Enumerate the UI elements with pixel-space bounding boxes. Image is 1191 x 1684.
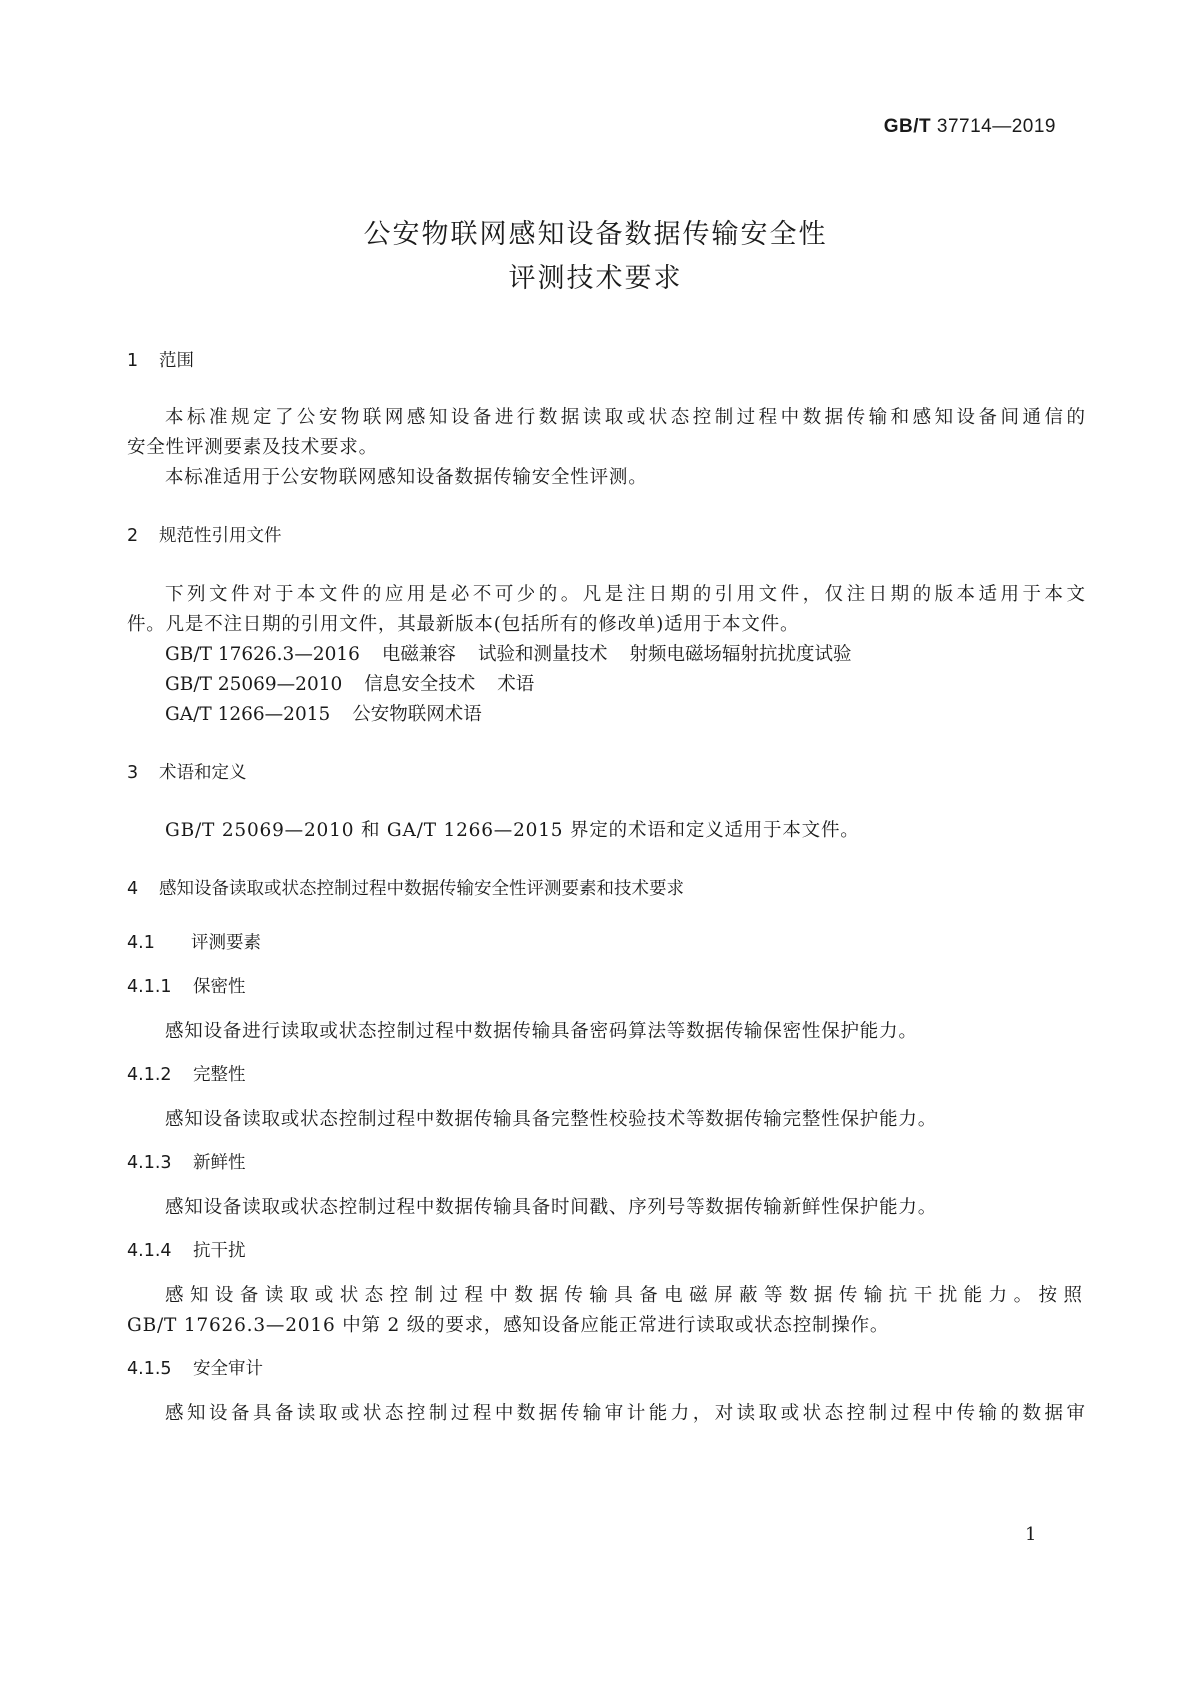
reference-item: [165, 670, 534, 696]
subsection-number: 4.1.3: [127, 1153, 172, 1173]
subsection-4-1-4-heading: [127, 1237, 246, 1262]
sec4-1-3-para: 感知设备读取或状态控制过程中数据传输具备时间戳、序列号等数据传输新鲜性保护能力。: [165, 1197, 938, 1218]
section-title: 范围: [159, 351, 194, 371]
section-2-heading: [127, 522, 282, 547]
subsection-title: 安全审计: [193, 1359, 263, 1379]
document-title-line1: 公安物联网感知设备数据传输安全性: [363, 219, 828, 250]
section-title: 规范性引用文件: [159, 526, 282, 546]
document-title-line2: 评测技术要求: [508, 263, 683, 294]
section-3-heading: [127, 759, 247, 784]
subsection-number: 4.1.4: [127, 1241, 172, 1261]
reference-code: GA/T 1266—2015: [165, 704, 331, 725]
subsection-number: 4.1.5: [127, 1359, 172, 1379]
subsection-title: 新鲜性: [193, 1153, 246, 1173]
sec2-para1-line1: 下列文件对于本文件的应用是必不可少的。凡是注日期的引用文件，仅注日期的版本适用于本文: [165, 584, 1085, 605]
subsection-4-1-3-heading: [127, 1149, 246, 1174]
sec4-1-4-para-line2: GB/T 17626.3—2016 中第 2 级的要求，感知设备应能正常进行读取或状态控制操作。: [127, 1315, 890, 1336]
reference-item: [165, 640, 851, 666]
reference-title-part: 射频电磁场辐射抗扰度试验: [629, 644, 852, 665]
reference-item: [165, 700, 482, 726]
section-number: 3: [127, 763, 139, 783]
sec4-1-5-para-line1: 感知设备具备读取或状态控制过程中数据传输审计能力，对读取或状态控制过程中传输的数据审: [165, 1403, 1085, 1424]
subsection-4-1-heading: [127, 929, 261, 954]
section-number: 4: [127, 879, 139, 899]
subsection-4-1-1-heading: [127, 973, 246, 998]
section-number: 1: [127, 351, 139, 371]
reference-title-part: 电磁兼容: [381, 644, 456, 665]
reference-code: GB/T 25069—2010: [165, 674, 343, 695]
sec3-para1: GB/T 25069—2010 和 GA/T 1266—2015 界定的术语和定义适用于本文件。: [165, 820, 860, 841]
page-number: 1: [1025, 1524, 1037, 1545]
subsection-title: 评测要素: [191, 933, 261, 953]
reference-code: GB/T 17626.3—2016: [165, 644, 360, 665]
sec4-1-2-para: 感知设备读取或状态控制过程中数据传输具备完整性校验技术等数据传输完整性保护能力。: [165, 1109, 938, 1130]
sec1-para1-line2: 安全性评测要素及技术要求。: [127, 437, 378, 458]
section-number: 2: [127, 526, 139, 546]
subsection-number: 4.1: [127, 933, 155, 953]
section-title: 术语和定义: [159, 763, 247, 783]
section-4-heading: [127, 875, 684, 900]
subsection-title: 抗干扰: [193, 1241, 246, 1261]
sec2-para1-line2: 件。凡是不注日期的引用文件，其最新版本(包括所有的修改单)适用于本文件。: [127, 614, 800, 635]
subsection-4-1-5-heading: [127, 1355, 263, 1380]
section-1-heading: [127, 347, 194, 372]
sec4-1-1-para: 感知设备进行读取或状态控制过程中数据传输具备密码算法等数据传输保密性保护能力。: [165, 1021, 918, 1042]
subsection-number: 4.1.1: [127, 977, 172, 997]
subsection-number: 4.1.2: [127, 1065, 172, 1085]
subsection-title: 保密性: [193, 977, 246, 997]
standard-prefix: GB/T: [883, 116, 932, 137]
standard-code: 37714—2019: [936, 116, 1056, 137]
section-title: 感知设备读取或状态控制过程中数据传输安全性评测要素和技术要求: [159, 879, 684, 899]
reference-title-part: 信息安全技术: [364, 674, 476, 695]
subsection-4-1-2-heading: [127, 1061, 246, 1086]
subsection-title: 完整性: [193, 1065, 246, 1085]
sec1-para2: 本标准适用于公安物联网感知设备数据传输安全性评测。: [165, 467, 648, 488]
reference-title-part: 公安物联网术语: [352, 704, 482, 725]
sec4-1-4-para-line1: 感知设备读取或状态控制过程中数据传输具备电磁屏蔽等数据传输抗干扰能力。按照: [165, 1285, 1085, 1306]
sec1-para1-line1: 本标准规定了公安物联网感知设备进行数据读取或状态控制过程中数据传输和感知设备间通信的: [165, 407, 1085, 428]
reference-title-part: 术语: [497, 674, 535, 695]
standard-number: [884, 116, 1056, 138]
reference-title-part: 试验和测量技术: [477, 644, 608, 665]
